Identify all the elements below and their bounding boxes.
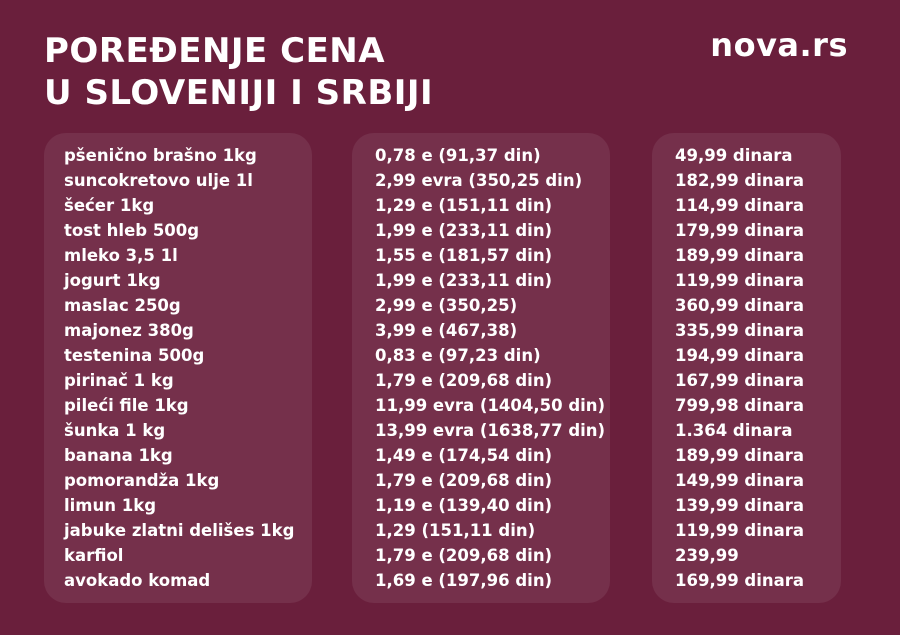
serbia-price: 1.364 dinara bbox=[675, 421, 793, 440]
serbia-price: 149,99 dinara bbox=[675, 471, 805, 490]
product-name: jabuke zlatni delišes 1kg bbox=[64, 521, 295, 540]
product-name: limun 1kg bbox=[64, 496, 157, 515]
serbia-price: 49,99 dinara bbox=[675, 146, 793, 165]
slovenia-price: 1,19 e (139,40 din) bbox=[375, 496, 553, 515]
product-name: pomorandža 1kg bbox=[64, 471, 220, 490]
slovenia-price: 1,99 e (233,11 din) bbox=[375, 271, 553, 290]
serbia-price: 239,99 bbox=[675, 546, 739, 565]
product-name: pileći file 1kg bbox=[64, 396, 189, 415]
serbia-price: 194,99 dinara bbox=[675, 346, 805, 365]
serbia-price: 189,99 dinara bbox=[675, 446, 805, 465]
slovenia-price: 3,99 e (467,38) bbox=[375, 321, 518, 340]
product-name: suncokretovo ulje 1l bbox=[64, 171, 253, 190]
slovenia-price: 0,83 e (97,23 din) bbox=[375, 346, 541, 365]
serbia-price: 169,99 dinara bbox=[675, 571, 805, 590]
serbia-price: 799,98 dinara bbox=[675, 396, 805, 415]
nova-logo: nova.rs bbox=[710, 26, 848, 64]
slovenia-prices-column bbox=[375, 143, 605, 593]
slovenia-price: 1,79 e (209,68 din) bbox=[375, 471, 553, 490]
serbia-price: 167,99 dinara bbox=[675, 371, 805, 390]
serbia-price: 182,99 dinara bbox=[675, 171, 805, 190]
serbia-price: 179,99 dinara bbox=[675, 221, 805, 240]
slovenia-price: 1,99 e (233,11 din) bbox=[375, 221, 553, 240]
products-column bbox=[64, 143, 294, 593]
product-name: mleko 3,5 1l bbox=[64, 246, 178, 265]
slovenia-price: 11,99 evra (1404,50 din) bbox=[375, 396, 606, 415]
title-line-2: U SLOVENIJI I SRBIJI bbox=[44, 73, 434, 113]
slovenia-price: 1,69 e (197,96 din) bbox=[375, 571, 553, 590]
product-name: pšenično brašno 1kg bbox=[64, 146, 257, 165]
slovenia-price: 2,99 e (350,25) bbox=[375, 296, 518, 315]
serbia-price: 189,99 dinara bbox=[675, 246, 805, 265]
product-name: karfiol bbox=[64, 546, 124, 565]
serbia-price: 335,99 dinara bbox=[675, 321, 805, 340]
product-name: testenina 500g bbox=[64, 346, 205, 365]
product-name: pirinač 1 kg bbox=[64, 371, 174, 390]
slovenia-price: 1,29 (151,11 din) bbox=[375, 521, 536, 540]
serbia-price: 360,99 dinara bbox=[675, 296, 805, 315]
product-name: avokado komad bbox=[64, 571, 211, 590]
slovenia-price: 0,78 e (91,37 din) bbox=[375, 146, 541, 165]
product-name: jogurt 1kg bbox=[64, 271, 161, 290]
product-name: šećer 1kg bbox=[64, 196, 155, 215]
product-name: tost hleb 500g bbox=[64, 221, 200, 240]
serbia-prices-column bbox=[675, 143, 804, 593]
slovenia-price: 1,79 e (209,68 din) bbox=[375, 371, 553, 390]
slovenia-price: 13,99 evra (1638,77 din) bbox=[375, 421, 606, 440]
serbia-price: 114,99 dinara bbox=[675, 196, 805, 215]
title-line-1: POREĐENJE CENA bbox=[44, 31, 386, 71]
serbia-price: 119,99 dinara bbox=[675, 521, 805, 540]
product-name: maslac 250g bbox=[64, 296, 181, 315]
slovenia-price: 1,29 e (151,11 din) bbox=[375, 196, 553, 215]
slovenia-price: 2,99 evra (350,25 din) bbox=[375, 171, 583, 190]
serbia-price: 139,99 dinara bbox=[675, 496, 805, 515]
page-title bbox=[44, 30, 433, 114]
slovenia-price: 1,79 e (209,68 din) bbox=[375, 546, 553, 565]
product-name: majonez 380g bbox=[64, 321, 194, 340]
serbia-price: 119,99 dinara bbox=[675, 271, 805, 290]
product-name: banana 1kg bbox=[64, 446, 173, 465]
slovenia-price: 1,49 e (174,54 din) bbox=[375, 446, 553, 465]
slovenia-price: 1,55 e (181,57 din) bbox=[375, 246, 553, 265]
product-name: šunka 1 kg bbox=[64, 421, 166, 440]
